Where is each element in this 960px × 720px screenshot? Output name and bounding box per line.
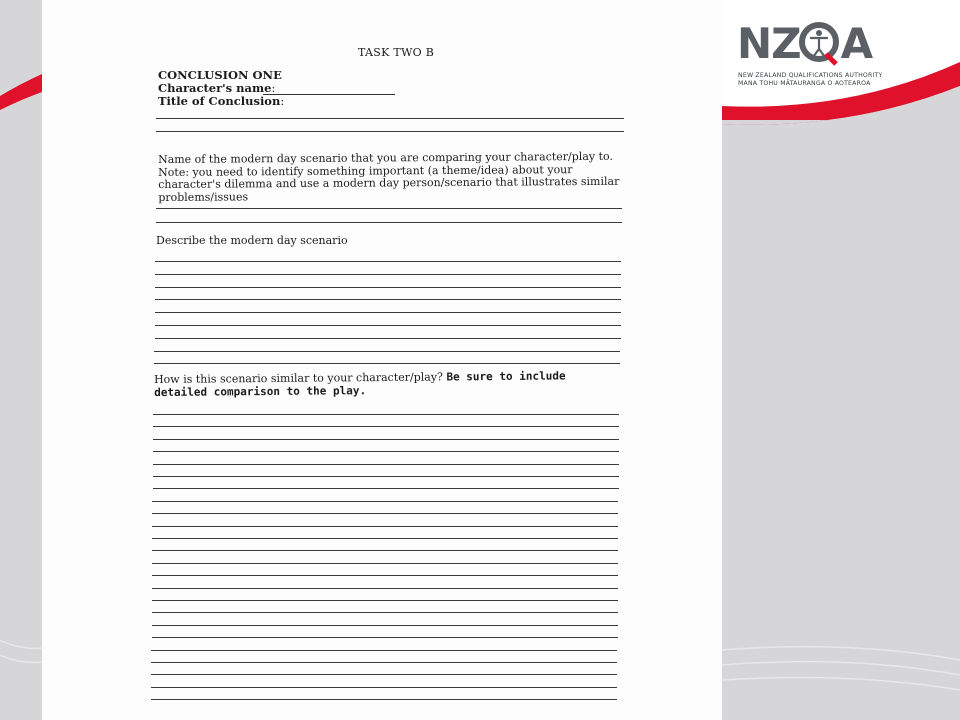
answer-line: [155, 299, 621, 300]
answer-line: [152, 526, 618, 527]
describe-prompt: Describe the modern day scenario: [156, 234, 348, 247]
task-title: TASK TWO B: [358, 46, 435, 59]
answer-line: [151, 650, 617, 651]
answer-line: [153, 451, 619, 452]
scenario-prompt: Name of the modern day scenario that you are comparing your character/play to. Note: you need to identify something important (a theme/idea) about your character's dilemma and use a modern day person/scenario that illustrates similar problems/issues: [157, 149, 620, 204]
answer-line: [155, 338, 621, 339]
answer-line: [151, 662, 617, 663]
answer-line: [152, 612, 618, 613]
answer-line: [156, 118, 624, 119]
answer-line: [156, 208, 622, 209]
answer-line: [152, 550, 618, 551]
answer-line: [152, 538, 618, 539]
answer-line: [153, 488, 619, 489]
logo-tagline-english: NEW ZEALAND QUALIFICATIONS AUTHORITY: [738, 72, 883, 79]
similar-prompt: How is this scenario similar to your character/play? Be sure to include detailed comparison to the play.: [153, 369, 566, 399]
answer-line: [154, 351, 620, 352]
answer-line: [155, 287, 621, 288]
answer-line: [154, 363, 620, 364]
logo-tagline-maori: MANA TOHU MĀTAURANGA O AOTEAROA: [738, 80, 871, 87]
answer-line: [153, 464, 619, 465]
answer-line: [152, 600, 618, 601]
answer-line: [155, 312, 621, 313]
answer-line: [156, 131, 624, 132]
answer-line: [153, 414, 619, 415]
conclusion-title-label: Title of Conclusion:: [158, 94, 285, 108]
answer-line: [153, 476, 619, 477]
worksheet-page: [42, 0, 722, 720]
answer-line: [151, 687, 617, 688]
nzqa-logo-wordmark: NZ A: [737, 19, 873, 68]
answer-line: [152, 625, 618, 626]
answer-line: [152, 575, 618, 576]
answer-line: [152, 563, 618, 564]
answer-line: [155, 274, 621, 275]
answer-line: [155, 325, 621, 326]
answer-line: [152, 637, 618, 638]
answer-line: [152, 588, 618, 589]
answer-line: [152, 501, 618, 502]
answer-line: [153, 426, 619, 427]
answer-line: [152, 513, 618, 514]
answer-line: [151, 674, 617, 675]
conclusion-heading: CONCLUSION ONE: [158, 68, 282, 82]
answer-line: [151, 699, 617, 700]
character-name-label: Character's name:: [158, 81, 276, 95]
answer-line: [156, 222, 622, 223]
nzqa-q-figure-icon: [798, 20, 840, 66]
answer-line: [153, 439, 619, 440]
answer-line: [155, 261, 621, 262]
